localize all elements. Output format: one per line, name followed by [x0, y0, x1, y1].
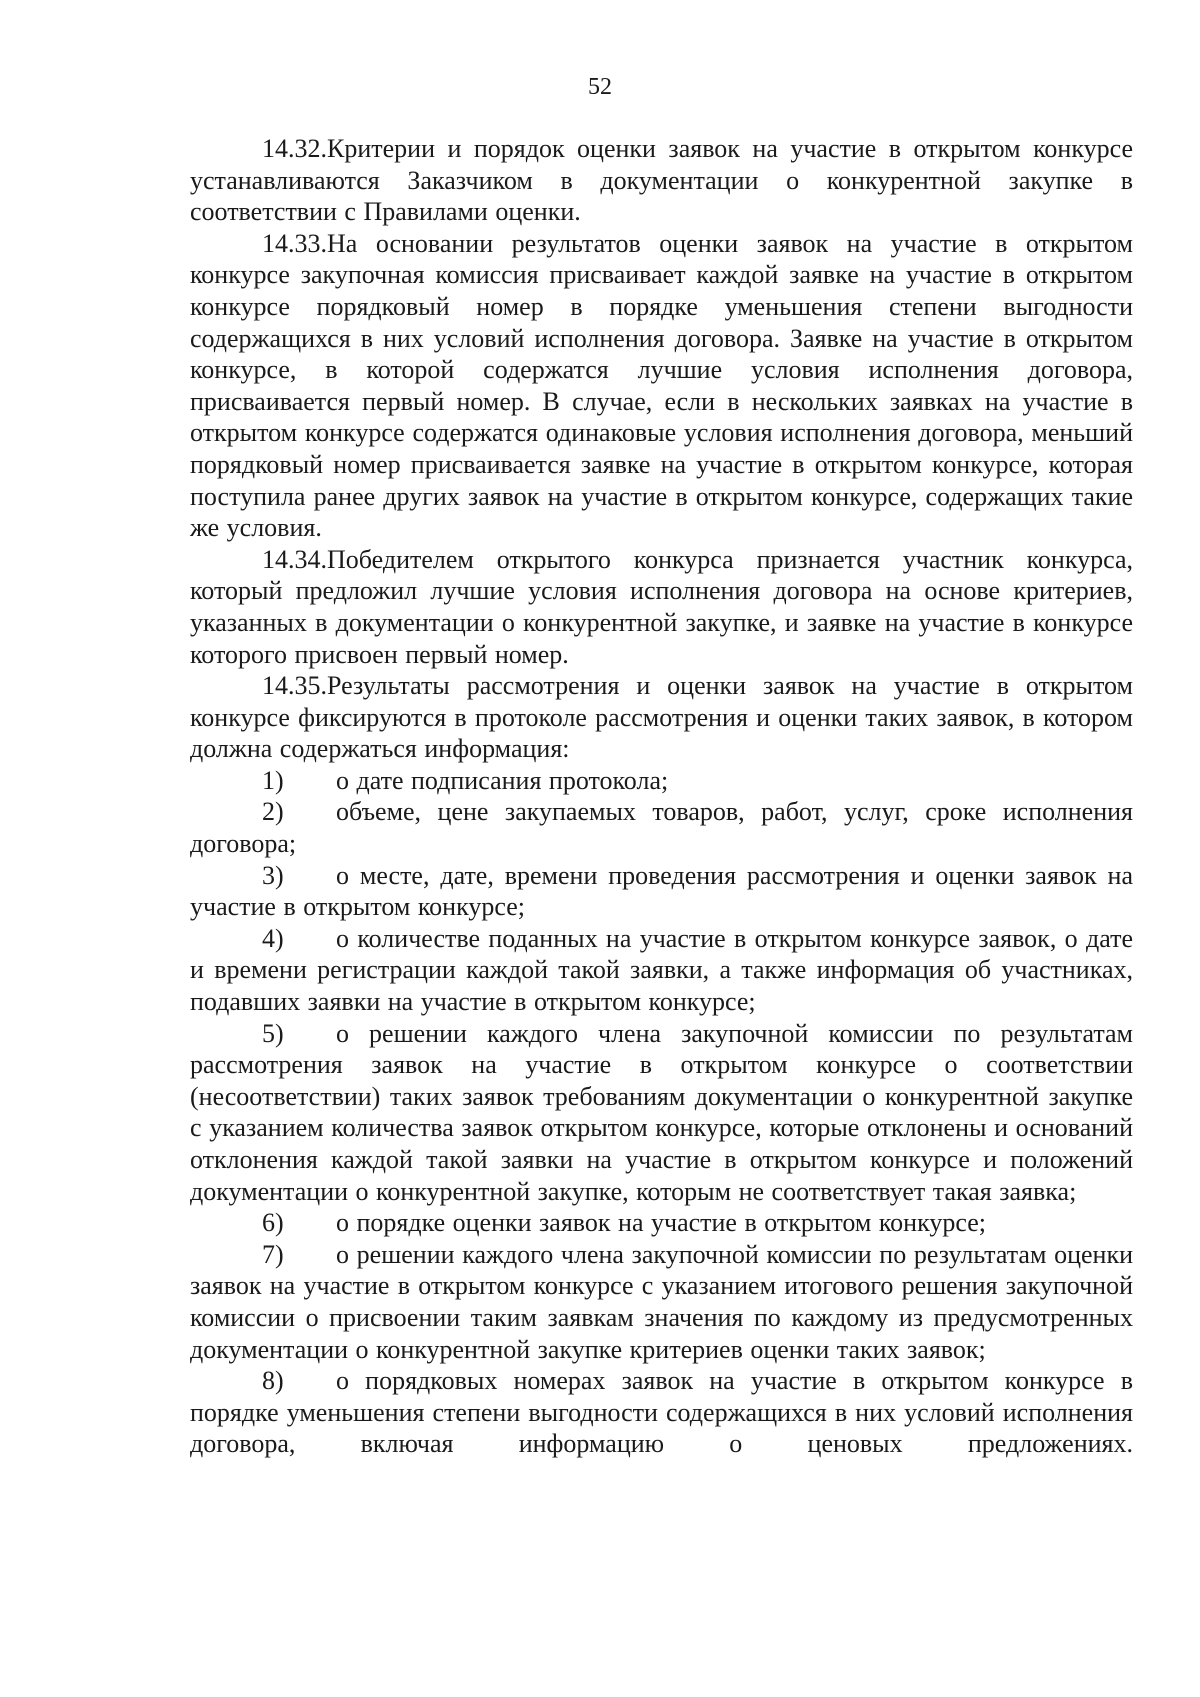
list-item-number: 8): [262, 1366, 284, 1396]
list-item-number: 3): [262, 860, 284, 890]
list-item-text: о порядке оценки заявок на участие в открытом конкурсе;: [336, 1208, 986, 1238]
list-item-text: о решении каждого члена закупочной комиссии по результатам рассмотрения заявок на участие в открытом конкурсе о соответствии (несоответствии) таких заявок требованиям документации о конкурентной закупке с указанием количества заявок открытом конкурсе, которые отклонены и оснований отклонения каждой такой заявки на участие в открытом конкурсе и положений документации о конкурентной закупке, которым не соответствует такая заявка;: [190, 1018, 1133, 1206]
list-item-number: 6): [262, 1208, 284, 1238]
list-item: [190, 923, 1133, 1018]
paragraph-14-35: 14.35.Результаты рассмотрения и оценки заявок на участие в открытом конкурсе фиксируются в протоколе рассмотрения и оценки таких заявок, в котором должна содержаться информация:: [190, 671, 1133, 764]
list-item: [190, 1239, 1133, 1365]
list-item: [190, 1018, 1133, 1208]
list-item-text: о решении каждого члена закупочной комиссии по результатам оценки заявок на участие в открытом конкурсе с указанием итогового решения закупочной комиссии о присвоении таким заявкам значения по каждому из предусмотренных документации о конкурентной закупке критериев оценки таких заявок;: [190, 1239, 1133, 1364]
list-item: [190, 1207, 1133, 1239]
list-item-text: о дате подписания протокола;: [336, 765, 669, 795]
list-item: [190, 860, 1133, 923]
list-item-text: о порядковых номерах заявок на участие в открытом конкурсе в порядке уменьшения степени выгодности содержащихся в них условий исполнения договора, включая информацию о ценовых предложениях.: [190, 1366, 1133, 1459]
paragraph-14-33: 14.33.На основании результатов оценки заявок на участие в открытом конкурсе закупочная комиссия присваивает каждой заявке на участие в открытом конкурсе порядковый номер в порядке уменьшения степени выгодности содержащихся в них условий исполнения договора. Заявке на участие в открытом конкурсе, в которой содержатся лучшие условия исполнения договора, присваивается первый номер. В случае, если в нескольких заявках на участие в открытом конкурсе содержатся одинаковые условия исполнения договора, меньший порядковый номер присваивается заявке на участие в открытом конкурсе, которая поступила ранее других заявок на участие в открытом конкурсе, содержащих такие же условия.: [190, 228, 1133, 543]
page-number: 52: [588, 74, 612, 100]
paragraph-14-34: 14.34.Победителем открытого конкурса признается участник конкурса, который предложил лучшие условия исполнения договора на основе критериев, указанных в документации о конкурентной закупке, и заявке на участие в конкурсе которого присвоен первый номер.: [190, 544, 1133, 669]
paragraph-14-32: 14.32.Критерии и порядок оценки заявок на участие в открытом конкурсе устанавливаются Заказчиком в документации о конкурентной закупке в соответствии с Правилами оценки.: [190, 134, 1133, 227]
list-item: [190, 1365, 1133, 1460]
list-item-number: 5): [262, 1018, 284, 1048]
list-item-text: о месте, дате, времени проведения рассмотрения и оценки заявок на участие в открытом конкурсе;: [190, 860, 1133, 922]
document-body: [190, 133, 1133, 1460]
list-item-number: 1): [262, 765, 284, 795]
list-item: [190, 765, 1133, 797]
list-item-number: 4): [262, 923, 284, 953]
list-item-text: о количестве поданных на участие в открытом конкурсе заявок, о дате и времени регистрации каждой такой заявки, а также информация об участниках, подавших заявки на участие в открытом конкурсе;: [190, 923, 1133, 1017]
list-item-text: объеме, цене закупаемых товаров, работ, услуг, сроке исполнения договора;: [190, 797, 1133, 859]
list-item-number: 2): [262, 797, 284, 827]
list-item: [190, 796, 1133, 859]
list-item-number: 7): [262, 1239, 284, 1269]
